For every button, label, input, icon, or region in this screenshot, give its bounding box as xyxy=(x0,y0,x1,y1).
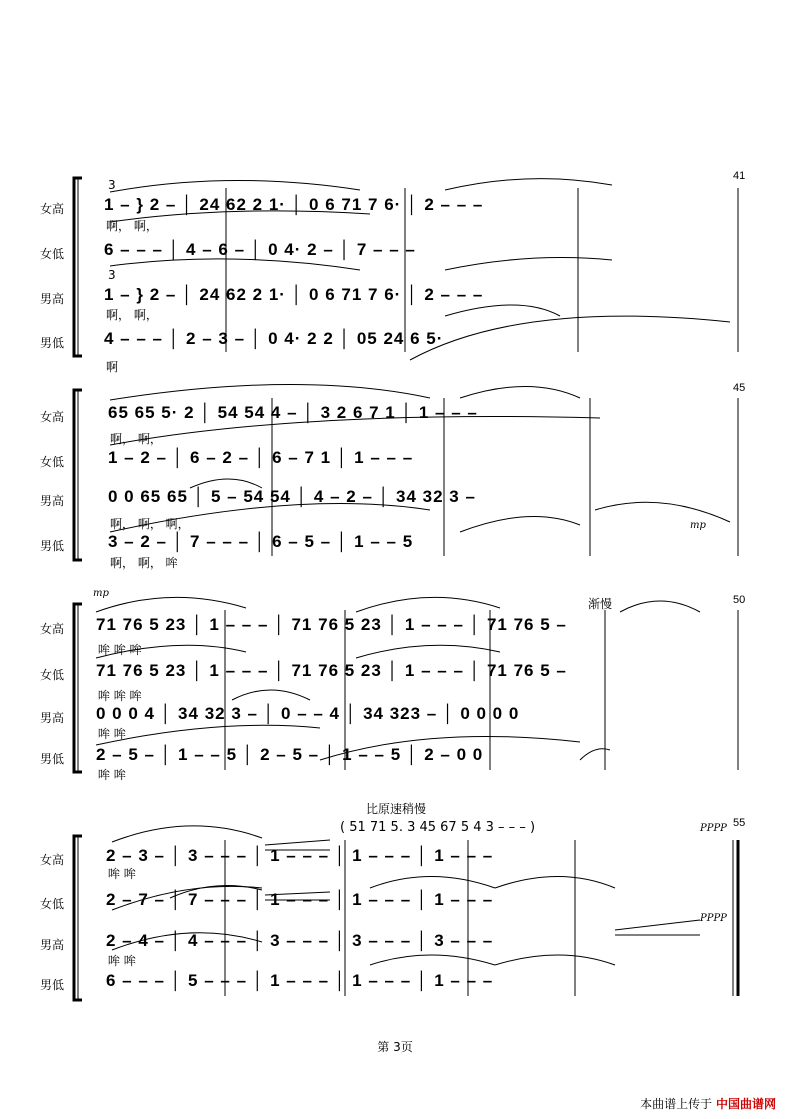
dynamic-mark: PPPP xyxy=(700,913,727,924)
notes-row: 2 – 7 – │ 7 – – – │ 1 – – – │ 1 – – – │ 1 – – – xyxy=(106,890,494,909)
dynamic-mark: mp xyxy=(690,520,706,531)
voice-label-tenor: 男高 xyxy=(40,711,65,725)
dynamic-mark: mp xyxy=(93,588,109,599)
voice-label-bass: 男低 xyxy=(40,978,65,992)
voice-label-soprano: 女高 xyxy=(40,410,65,424)
notes-row: 3 – 2 – │ 7 – – – │ 6 – 5 – │ 1 – – 5 xyxy=(108,532,414,551)
notes-row: 71 76 5 23 │ 1 – – – │ 71 76 5 23 │ 1 – – – │ 71 76 5 – xyxy=(96,615,567,634)
lyric-row: 啊， 啊， xyxy=(110,432,162,446)
notes-row: 4 – – – │ 2 – 3 – │ 0 4· 2 2 │ 05 24 6 5· xyxy=(104,329,444,348)
triplet-mark: 3 xyxy=(108,178,116,192)
notes-row: 2 – 5 – │ 1 – – 5 │ 2 – 5 – │ 1 – – 5 │ 2 – 0 0 xyxy=(96,745,484,764)
notes-row: 0 0 65 65 │ 5 – 54 54 │ 4 – 2 – │ 34 32 3 – xyxy=(108,487,476,506)
notes-row: 0 0 0 4 │ 34 32 3 – │ 0 – – 4 │ 34 323 – │ 0 0 0 0 xyxy=(96,704,520,723)
lyric-row: 啊， 啊， 哞 xyxy=(110,556,178,570)
notes-row: 65 65 5· 2 │ 54 54 4 – │ 3 2 6 7 1 │ 1 – – – xyxy=(108,403,478,422)
lyric-row: 啊 xyxy=(106,360,119,374)
measure-number: 55 xyxy=(733,817,746,829)
measure-number: 41 xyxy=(733,170,746,182)
voice-label-bass: 男低 xyxy=(40,752,65,766)
lyric-row: 哞 哞 xyxy=(108,867,136,881)
lyric-row: 啊， 啊， 啊， xyxy=(110,517,190,531)
lyric-row: 哞 哞 哞 xyxy=(98,689,142,703)
voice-label-alto: 女低 xyxy=(40,455,65,469)
notes-row: 1 – } 2 – │ 24 62 2 1· │ 0 6 71 7 6· │ 2 – – – xyxy=(104,285,484,304)
notes-row: 1 – 2 – │ 6 – 2 – │ 6 – 7 1 │ 1 – – – xyxy=(108,448,414,467)
notes-row: 6 – – – │ 5 – – – │ 1 – – – │ 1 – – – │ 1 – – – xyxy=(106,971,494,990)
measure-number: 45 xyxy=(733,382,746,394)
lyric-row: 啊， 啊， xyxy=(106,308,158,322)
notes-row: 1 – } 2 – │ 24 62 2 1· │ 0 6 71 7 6· │ 2 – – – xyxy=(104,195,484,214)
tempo-mark: 渐慢 xyxy=(588,597,613,611)
voice-label-bass: 男低 xyxy=(40,539,65,553)
voice-label-tenor: 男高 xyxy=(40,938,65,952)
lyric-row: 哞 哞 xyxy=(108,954,136,968)
piano-line: ( 51 71 5. 3 45 67 5 4 3 – – – ) xyxy=(340,820,536,835)
tempo-mark: 比原速稍慢 xyxy=(366,802,427,816)
dynamic-mark: PPPP xyxy=(700,823,727,834)
voice-label-tenor: 男高 xyxy=(40,292,65,306)
lyric-row: 哞 哞 哞 xyxy=(98,643,142,657)
triplet-mark: 3 xyxy=(108,268,116,282)
credit-text: 本曲谱上传于 xyxy=(640,1097,713,1111)
measure-number: 50 xyxy=(733,594,746,606)
voice-label-soprano: 女高 xyxy=(40,622,65,636)
voice-label-alto: 女低 xyxy=(40,668,65,682)
notes-row: 2 – 4 – │ 4 – – – │ 3 – – – │ 3 – – – │ 3 – – – xyxy=(106,931,494,950)
lyric-row: 啊， 啊， xyxy=(106,219,158,233)
voice-label-soprano: 女高 xyxy=(40,202,65,216)
notes-row: 6 – – – │ 4 – 6 – │ 0 4· 2 – │ 7 – – – xyxy=(104,240,416,259)
voice-label-bass: 男低 xyxy=(40,336,65,350)
site-credit xyxy=(640,1095,776,1112)
site-logo: 中国曲谱网 xyxy=(715,1097,776,1111)
lyric-row: 哞 哞 xyxy=(98,768,126,782)
voice-label-tenor: 男高 xyxy=(40,494,65,508)
voice-label-soprano: 女高 xyxy=(40,853,65,867)
notes-row: 71 76 5 23 │ 1 – – – │ 71 76 5 23 │ 1 – – – │ 71 76 5 – xyxy=(96,661,567,680)
page-number: 第 3页 xyxy=(377,1040,413,1054)
voice-label-alto: 女低 xyxy=(40,247,65,261)
voice-label-alto: 女低 xyxy=(40,897,65,911)
notes-row: 2 – 3 – │ 3 – – – │ 1 – – – │ 1 – – – │ 1 – – – xyxy=(106,846,494,865)
lyric-row: 哞 哞 xyxy=(98,727,126,741)
